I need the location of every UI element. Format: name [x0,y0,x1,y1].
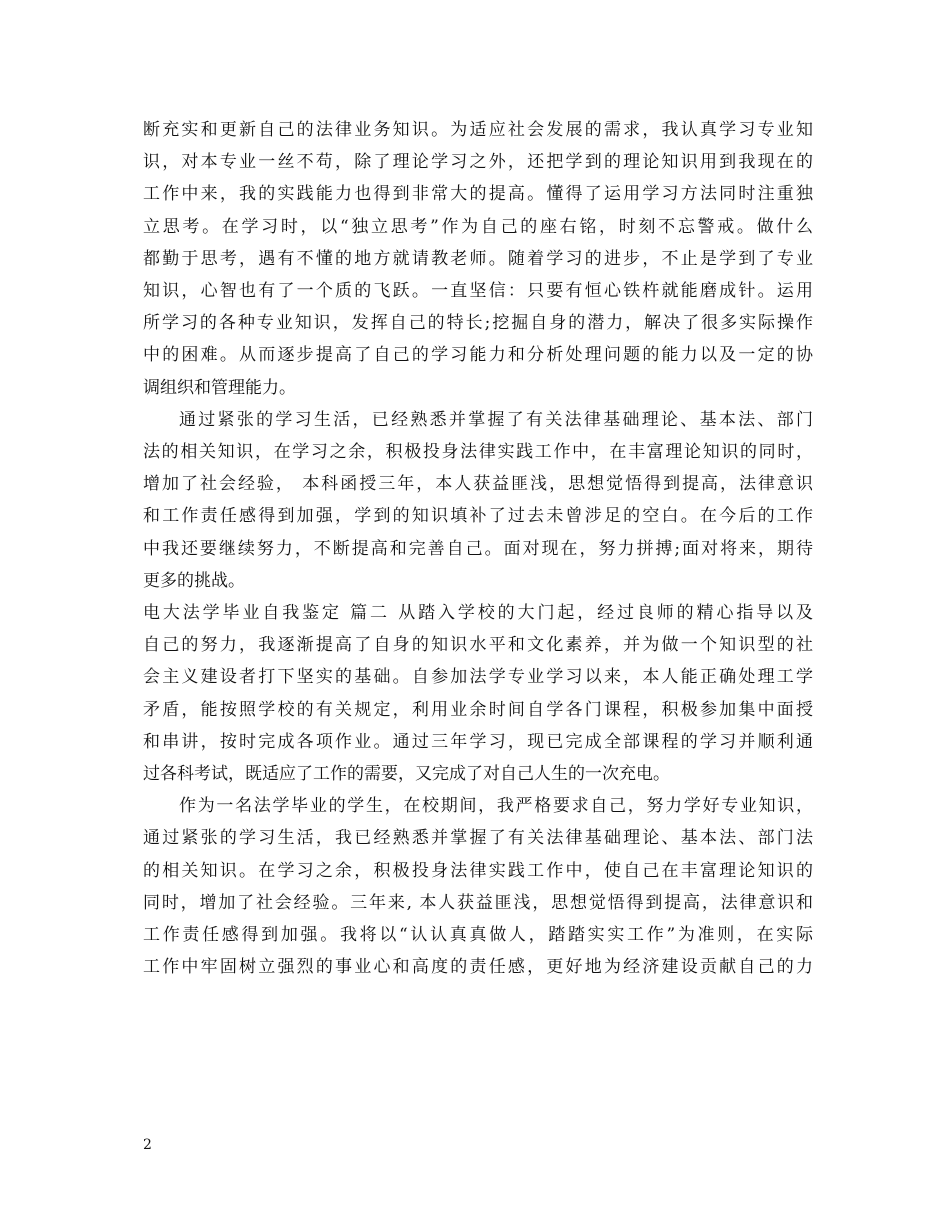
text-line: 的相关知识。在学习之余，积极投身法律实践工作中，使自己在丰富理论知识的 [143,860,813,881]
text-line: 过各科考试，既适应了工作的需要，又完成了对自己人生的一次充电。 [143,764,670,785]
text-line: 通过紧张的学习生活，已经熟悉并掌握了有关法律基础理论、基本法、部门 [179,409,813,430]
text-line: 作为一名法学毕业的学生，在校期间，我严格要求自己，努力学好专业知识， [179,796,813,817]
text-line: 工作责任感得到加强。我将以“认认真真做人，踏踏实实工作”为准则，在实际 [143,925,813,946]
text-line: 识，对本专业一丝不苟，除了理论学习之外，还把学到的理论知识用到我现在的 [143,152,813,173]
text-line: 通过紧张的学习生活，我已经熟悉并掌握了有关法律基础理论、基本法、部门法 [143,828,813,849]
paragraph-1 [143,114,813,404]
text-line: 都勤于思考，遇有不懂的地方就请教老师。随着学习的进步，不止是学到了专业 [143,248,813,269]
text-line: 断充实和更新自己的法律业务知识。为适应社会发展的需求，我认真学习专业知 [143,120,813,140]
text-line: 知识，心智也有了一个质的飞跃。一直坚信：只要有恒心铁杵就能磨成针。运用 [143,281,813,302]
text-line: 工作中牢固树立强烈的事业心和高度的责任感，更好地为经济建设贡献自己的力 [143,957,813,978]
text-line: 和工作责任感得到加强，学到的知识填补了过去未曾涉足的空白。在今后的工作 [143,506,813,527]
text-line: 电大法学毕业自我鉴定 篇二 从踏入学校的大门起，经过良师的精心指导以及 [143,603,813,624]
text-line: 更多的挑战。 [143,570,245,591]
text-line: 和串讲，按时完成各项作业。通过三年学习，现已完成全部课程的学习并顺利通 [143,731,813,752]
text-line: 调组织和管理能力。 [143,377,296,398]
paragraph-3 [143,597,813,790]
text-line: 中我还要继续努力，不断提高和完善自己。面对现在，努力拼搏;面对将来，期待 [143,538,813,559]
text-line: 法的相关知识，在学习之余，积极投身法律实践工作中，在丰富理论知识的同时， [143,442,813,463]
text-line: 自己的努力，我逐渐提高了自身的知识水平和文化素养，并为做一个知识型的社 [143,635,813,656]
page-number: 2 [143,1137,152,1153]
text-line: 所学习的各种专业知识，发挥自己的特长;挖掘自身的潜力，解决了很多实际操作 [143,313,813,334]
paragraph-2 [143,404,813,597]
paragraph-4 [143,790,813,983]
text-line: 同时，增加了社会经验。三年来, 本人获益匪浅，思想觉悟得到提高，法律意识和 [143,892,813,913]
text-line: 矛盾，能按照学校的有关规定，利用业余时间自学各门课程，积极参加集中面授 [143,699,813,720]
document-body [143,114,813,983]
text-line: 立思考。在学习时，以“独立思考”作为自己的座右铭，时刻不忘警戒。做什么 [143,216,813,237]
text-line: 增加了社会经验， 本科函授三年，本人获益匪浅，思想觉悟得到提高，法律意识 [143,474,813,495]
text-line: 中的困难。从而逐步提高了自己的学习能力和分析处理问题的能力以及一定的协 [143,345,813,366]
text-line: 工作中来，我的实践能力也得到非常大的提高。懂得了运用学习方法同时注重独 [143,184,813,205]
text-line: 会主义建设者打下坚实的基础。自参加法学专业学习以来，本人能正确处理工学 [143,667,813,688]
